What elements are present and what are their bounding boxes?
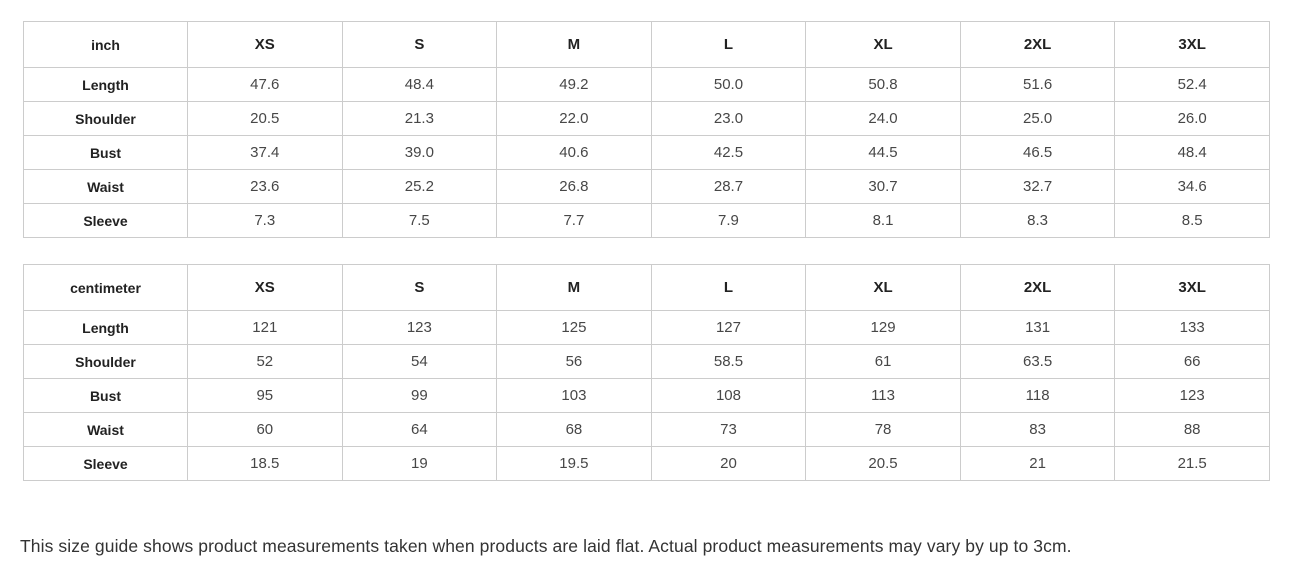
measurement-label: Shoulder: [24, 345, 188, 379]
measurement-value: 50.0: [651, 68, 806, 102]
measurement-row: [24, 170, 1270, 204]
size-column-header: S: [342, 265, 497, 311]
measurement-row: [24, 413, 1270, 447]
measurement-value: 30.7: [806, 170, 961, 204]
measurement-value: 129: [806, 311, 961, 345]
measurement-value: 78: [806, 413, 961, 447]
measurement-value: 28.7: [651, 170, 806, 204]
measurement-value: 103: [497, 379, 652, 413]
measurement-label: Bust: [24, 136, 188, 170]
measurement-value: 61: [806, 345, 961, 379]
measurement-value: 7.3: [188, 204, 343, 238]
measurement-label: Waist: [24, 170, 188, 204]
measurement-value: 7.9: [651, 204, 806, 238]
measurement-value: 123: [342, 311, 497, 345]
measurement-label: Shoulder: [24, 102, 188, 136]
measurement-value: 20: [651, 447, 806, 481]
measurement-value: 127: [651, 311, 806, 345]
measurement-value: 23.0: [651, 102, 806, 136]
measurement-label: Sleeve: [24, 447, 188, 481]
size-column-header: XS: [188, 22, 343, 68]
measurement-value: 64: [342, 413, 497, 447]
measurement-value: 73: [651, 413, 806, 447]
measurement-value: 123: [1115, 379, 1270, 413]
size-column-header: XL: [806, 22, 961, 68]
measurement-value: 26.8: [497, 170, 652, 204]
measurement-label: Length: [24, 68, 188, 102]
size-column-header: L: [651, 22, 806, 68]
measurement-value: 20.5: [806, 447, 961, 481]
size-column-header: 2XL: [960, 265, 1115, 311]
measurement-row: [24, 204, 1270, 238]
measurement-value: 52.4: [1115, 68, 1270, 102]
measurement-value: 99: [342, 379, 497, 413]
measurement-value: 113: [806, 379, 961, 413]
measurement-value: 46.5: [960, 136, 1115, 170]
measurement-row: [24, 68, 1270, 102]
measurement-value: 25.0: [960, 102, 1115, 136]
measurement-value: 42.5: [651, 136, 806, 170]
size-table-centimeter: [23, 264, 1270, 481]
measurement-value: 22.0: [497, 102, 652, 136]
measurement-value: 66: [1115, 345, 1270, 379]
measurement-value: 51.6: [960, 68, 1115, 102]
measurement-value: 52: [188, 345, 343, 379]
measurement-value: 24.0: [806, 102, 961, 136]
size-column-header: XS: [188, 265, 343, 311]
measurement-value: 8.3: [960, 204, 1115, 238]
measurement-value: 56: [497, 345, 652, 379]
size-column-header: 3XL: [1115, 22, 1270, 68]
measurement-value: 8.5: [1115, 204, 1270, 238]
measurement-value: 68: [497, 413, 652, 447]
measurement-value: 58.5: [651, 345, 806, 379]
size-table-inch: [23, 21, 1270, 238]
unit-label: inch: [24, 22, 188, 68]
measurement-value: 63.5: [960, 345, 1115, 379]
size-column-header: M: [497, 265, 652, 311]
measurement-label: Waist: [24, 413, 188, 447]
size-column-header: XL: [806, 265, 961, 311]
measurement-value: 18.5: [188, 447, 343, 481]
size-guide-note: This size guide shows product measurements taken when products are laid flat. Actual product measurements may vary by up to 3cm.: [20, 536, 1072, 556]
measurement-value: 21: [960, 447, 1115, 481]
measurement-value: 121: [188, 311, 343, 345]
measurement-value: 125: [497, 311, 652, 345]
header-row: [24, 265, 1270, 311]
measurement-value: 88: [1115, 413, 1270, 447]
size-column-header: L: [651, 265, 806, 311]
measurement-value: 32.7: [960, 170, 1115, 204]
size-column-header: 3XL: [1115, 265, 1270, 311]
measurement-value: 37.4: [188, 136, 343, 170]
measurement-row: [24, 345, 1270, 379]
measurement-value: 49.2: [497, 68, 652, 102]
size-column-header: S: [342, 22, 497, 68]
measurement-value: 131: [960, 311, 1115, 345]
measurement-value: 34.6: [1115, 170, 1270, 204]
measurement-value: 95: [188, 379, 343, 413]
measurement-value: 7.5: [342, 204, 497, 238]
measurement-value: 21.5: [1115, 447, 1270, 481]
measurement-row: [24, 447, 1270, 481]
measurement-value: 23.6: [188, 170, 343, 204]
size-column-header: M: [497, 22, 652, 68]
measurement-value: 25.2: [342, 170, 497, 204]
measurement-value: 44.5: [806, 136, 961, 170]
measurement-row: [24, 136, 1270, 170]
measurement-value: 48.4: [342, 68, 497, 102]
header-row: [24, 22, 1270, 68]
measurement-value: 47.6: [188, 68, 343, 102]
measurement-value: 26.0: [1115, 102, 1270, 136]
measurement-value: 48.4: [1115, 136, 1270, 170]
measurement-value: 8.1: [806, 204, 961, 238]
measurement-value: 54: [342, 345, 497, 379]
measurement-value: 39.0: [342, 136, 497, 170]
measurement-value: 21.3: [342, 102, 497, 136]
measurement-label: Bust: [24, 379, 188, 413]
measurement-value: 108: [651, 379, 806, 413]
measurement-row: [24, 311, 1270, 345]
measurement-value: 20.5: [188, 102, 343, 136]
measurement-value: 60: [188, 413, 343, 447]
measurement-label: Length: [24, 311, 188, 345]
measurement-value: 50.8: [806, 68, 961, 102]
measurement-value: 83: [960, 413, 1115, 447]
measurement-value: 19: [342, 447, 497, 481]
unit-label: centimeter: [24, 265, 188, 311]
measurement-value: 118: [960, 379, 1115, 413]
measurement-row: [24, 379, 1270, 413]
measurement-row: [24, 102, 1270, 136]
measurement-label: Sleeve: [24, 204, 188, 238]
measurement-value: 19.5: [497, 447, 652, 481]
measurement-value: 7.7: [497, 204, 652, 238]
size-column-header: 2XL: [960, 22, 1115, 68]
measurement-value: 133: [1115, 311, 1270, 345]
measurement-value: 40.6: [497, 136, 652, 170]
